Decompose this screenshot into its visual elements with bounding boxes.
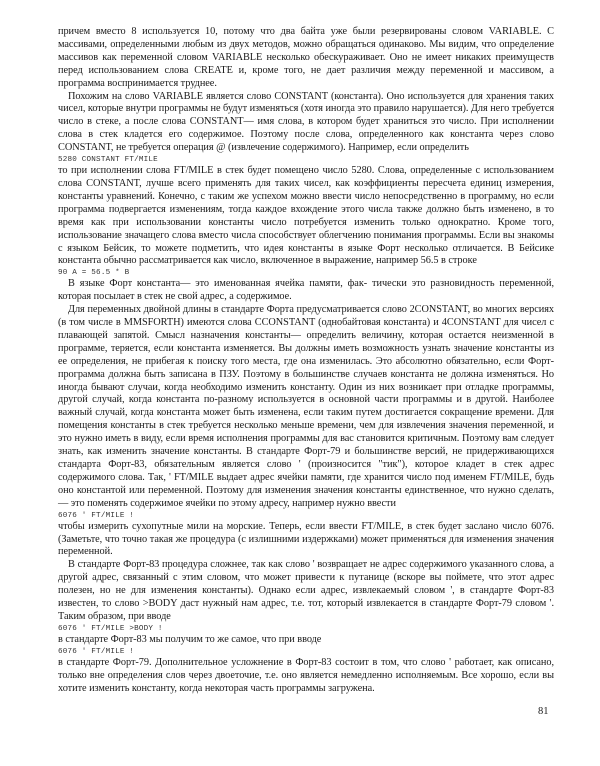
paragraph: В языке Форт константа— это именованная ячейка памяти, фак- тически это разновидность переменной, которая посылает в стек не свой адрес, а содержимое. <box>58 278 554 303</box>
paragraph: чтобы измерить сухопутные мили на морские. Теперь, если ввести FT/MILE, в стек будет заслано число 6076. (Заметьте, что точно такая же процедура (с излишними издержками) может применяться для изменения значения переменной. <box>58 520 554 558</box>
paragraph: в стандарте Форт-79. Дополнительное усложнение в Форт-83 состоит в том, что слово ' работает, как описано, только вне определения слов через двоеточие, т.е. оно является немедленно исполняемым. Все хорошо, если вы хотите изменить константу, когда некоторая часть программы загружена. <box>58 656 554 694</box>
paragraph: В стандарте Форт-83 процедура сложнее, так как слово ' возвращает не адрес содержимого указанного слова, а другой адрес, связанный с этим словом, что может привести к путанице (вскоре вы поймете, что этот адрес полезен, но не для изменения константы). Однако если адрес, извлекаемый словом ', в стандарте Форт-83 известен, то слово >BODY даст нужный нам адрес, т.е. тот, который извлекается в стандарте Форт-79 словом '. Таким образом, при вводе <box>58 559 554 622</box>
paragraph: в стандарте Форт-83 мы получим то же самое, что при вводе <box>58 633 322 645</box>
paragraph: Похожим на слово VARIABLE является слово CONSTANT (константа). Оно используется для хранения таких чисел, которые внутри программы не будут изменяться (хотя иногда это правило нарушается). Для него требуется число в стеке, а после слова CONSTANT— имя слова, в котором будет храниться это число. При исполнении слова в стек кладется его содержимое. Поэтому после слова, определенного как константа через слово CONSTANT, не требуется операция @ (извлечение содержимого). Например, если определить <box>58 90 554 154</box>
code-line: 5280 CONSTANT FT/MILE <box>58 156 158 165</box>
code-line: 90 A = 56.5 * B <box>58 269 130 278</box>
page-body <box>58 26 554 696</box>
code-line: 6076 ' FT/MILE ! <box>58 511 135 520</box>
paragraph: причем вместо 8 используется 10, потому что два байта уже были резервированы словом VARIABLE. С массивами, определенными любым из двух методов, можно обращаться одинаково. Мы видим, что определение массивов как переменной словом VARIABLE несколько обескураживает. Оно не имеет никаких преимуществ перед использованием слова CREATE и, кроме того, не дает различия между переменной и массивом, а программа воспринимается труднее. <box>58 26 554 89</box>
code-line: 6076 ' FT/MILE >BODY ! <box>58 624 163 633</box>
paragraph: то при исполнении слова FT/MILE в стек будет помещено число 5280. Слова, определенные с использованием слова CONSTANT, лучше всего применять для таких чисел, как коэффициенты пересчета единиц измерения, константы уравнений. Конечно, с таким же успехом можно ввести число непосредственно в программу, но если программа подвергается изменениям, тогда каждое вхождение этого числа также должно быть изменено, в то время как при использовании константы число потребуется изменить только однократно. Кроме того, использование значащего слова вместо числа способствует облегчению понимания программы. Если вы знакомы с языком Бейсик, то можете подметить, что идея константы в языке Форт несколько отличается. В Бейсике константа обычно рассматривается как число, включенное в выражение, например 56.5 в строке <box>58 165 554 267</box>
page-number: 81 <box>538 706 549 717</box>
paragraph: Для переменных двойной длины в стандарте Форта предусматривается слово 2CONSTANT, во многих версиях (в том числе в MMSFORTH) имеются слова CCONSTANT (однобайтовая константа) и 4CONSTANT для чисел с плавающей запятой. Смысл назначения константы— определить величину, которая остается неизменной в программе, теряется, если константа изменяется. Вы должны иметь возможность узнать значение константы из ее определения, не прибегая к поиску того места, где она изменилась. Это абсолютно обязательно, если Форт-программа должна быть записана в ПЗУ. Поэтому в большинстве случаев константа не должна изменяться. Но иногда бывают случаи, когда необходимо изменить константу. Один из них возникает при отладке программы, другой случай, когда константа по-разному используется в основной части программы и в другой. Наиболее важный случай, когда константа может быть изменена, если таким путем достигается сокращение времени. Для помещения константы в стек требуется несколько меньше времени, чем для извлечения значения переменной, и это нужно иметь в виду, если время исполнения программы для вас становится критичным. Поэтому вам следует знать, как изменить значение константы. В стандарте Форт-79 и большинстве версий, не придерживающихся стандарта Форт-83, обязательным является слово ' (произносится "тик"), которое кладет в стек адрес содержимого слова. Так, ' FT/MILE выдает адрес ячейки памяти, где хранится число под именем FT/MILE, будь оно константой или переменной. Поэтому для изменения значения константы единственное, что нужно сделать,— это поменять содержимое ячейки по этому адресу, например нужно ввести <box>58 304 554 509</box>
code-line: 6076 ' FT/MILE ! <box>58 647 135 656</box>
